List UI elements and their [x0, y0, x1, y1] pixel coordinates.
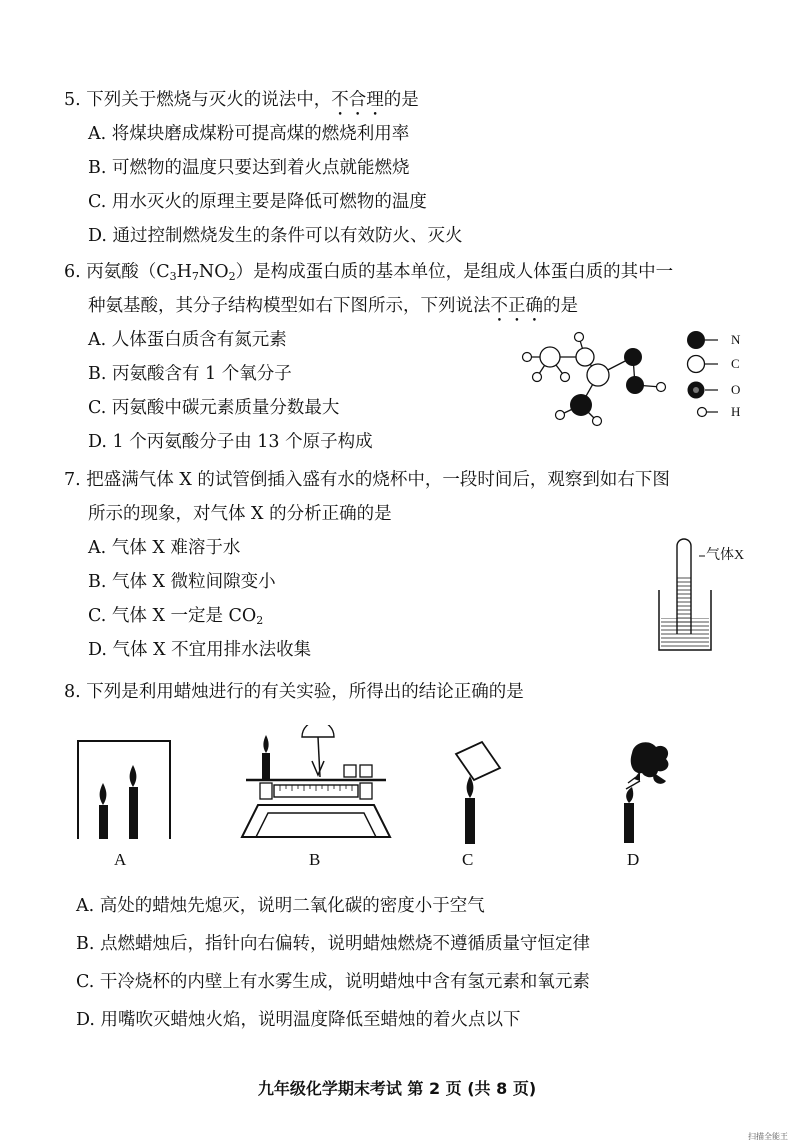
q6-emphasis: 不正确 [490, 296, 543, 316]
q5-option-d: D. 通过控制燃烧发生的条件可以有效防火、灭火 [88, 226, 463, 246]
gas-x-label: 气体X [706, 548, 745, 563]
q5-stem [64, 88, 419, 120]
q6-stem-text: 6. 丙氨酸（C [64, 262, 170, 282]
q5-stem-text: 5. 下列关于燃烧与灭火的说法中， [64, 90, 332, 110]
q8-option-b: B. 点燃蜡烛后，指针向右偏转，说明蜡烛燃烧不遵循质量守恒定律 [76, 934, 590, 954]
q7-option-a: A. 气体 X 难溶于水 [88, 538, 241, 558]
q6-stem-line1 [64, 260, 673, 284]
formula-sub: 7 [191, 270, 199, 283]
q5-option-b: B. 可燃物的温度只要达到着火点就能燃烧 [88, 158, 410, 178]
figure-label-c: C [462, 850, 474, 869]
q6-stem-text: 种氨基酸，其分子结构模型如右下图所示，下列说法 [88, 296, 491, 316]
page-footer: 九年级化学期末考试 第 2 页 (共 8 页) [257, 1079, 537, 1098]
q7-stem-line2: 所示的现象，对气体 X 的分析正确的是 [88, 504, 392, 524]
formula-sub: 2 [256, 614, 264, 627]
scanner-watermark: 扫描全能王 [748, 1132, 788, 1141]
q5-option-a: A. 将煤块磨成煤粉可提高煤的燃烧利用率 [88, 124, 410, 144]
q5-stem-end: 的是 [383, 90, 419, 110]
formula-part: H [176, 262, 192, 282]
q7-option-b: B. 气体 X 微粒间隙变小 [88, 572, 276, 592]
molecule-legend-symbols [682, 328, 722, 420]
alanine-molecule-model [515, 325, 685, 430]
q5-emphasis: 不合理 [331, 90, 384, 110]
formula-sub: 2 [228, 270, 236, 283]
figure-c-cup-over-candle [448, 740, 508, 844]
q8-option-c: C. 干冷烧杯的内壁上有水雾生成，说明蜡烛中含有氢元素和氧元素 [76, 972, 590, 992]
figure-label-a: A [114, 850, 127, 869]
legend-c: C [731, 356, 740, 371]
q6-option-a: A. 人体蛋白质含有氮元素 [88, 330, 287, 350]
q6-stem-end: 的是 [543, 296, 578, 316]
legend-n: N [731, 332, 741, 347]
q5-option-c: C. 用水灭火的原理主要是降低可燃物的温度 [88, 192, 427, 212]
figure-b-balance [236, 725, 396, 845]
legend-o: O [731, 382, 741, 397]
figure-label-d: D [627, 850, 640, 869]
q7-stem-line1: 7. 把盛满气体 X 的试管倒插入盛有水的烧杯中，一段时间后，观察到如右下图 [64, 470, 670, 490]
q6-option-b: B. 丙氨酸含有 1 个氧分子 [88, 364, 292, 384]
figure-d-blowing-candle [610, 735, 680, 847]
legend-h: H [731, 404, 741, 419]
q6-stem-text: ）是构成蛋白质的基本单位，是组成人体蛋白质的其中一 [235, 262, 674, 282]
q6-option-d: D. 1 个丙氨酸分子由 13 个原子构成 [88, 432, 373, 452]
q7-option-d: D. 气体 X 不宜用排水法收集 [88, 640, 312, 660]
q8-stem: 8. 下列是利用蜡烛进行的有关实验，所得出的结论正确的是 [64, 682, 524, 702]
q7-option-c [88, 604, 263, 628]
q7-option-c-text: C. 气体 X 一定是 CO [88, 606, 257, 626]
q6-stem-line2 [88, 294, 578, 326]
q8-option-a: A. 高处的蜡烛先熄灭，说明二氧化碳的密度小于空气 [76, 896, 485, 916]
q8-option-d: D. 用嘴吹灭蜡烛火焰，说明温度降低至蜡烛的着火点以下 [76, 1010, 521, 1030]
q6-option-c: C. 丙氨酸中碳元素质量分数最大 [88, 398, 340, 418]
figure-a-candles-in-jar [70, 735, 180, 847]
formula-part: NO [198, 262, 229, 282]
formula-sub: 3 [169, 270, 177, 283]
figure-label-b: B [309, 850, 321, 869]
